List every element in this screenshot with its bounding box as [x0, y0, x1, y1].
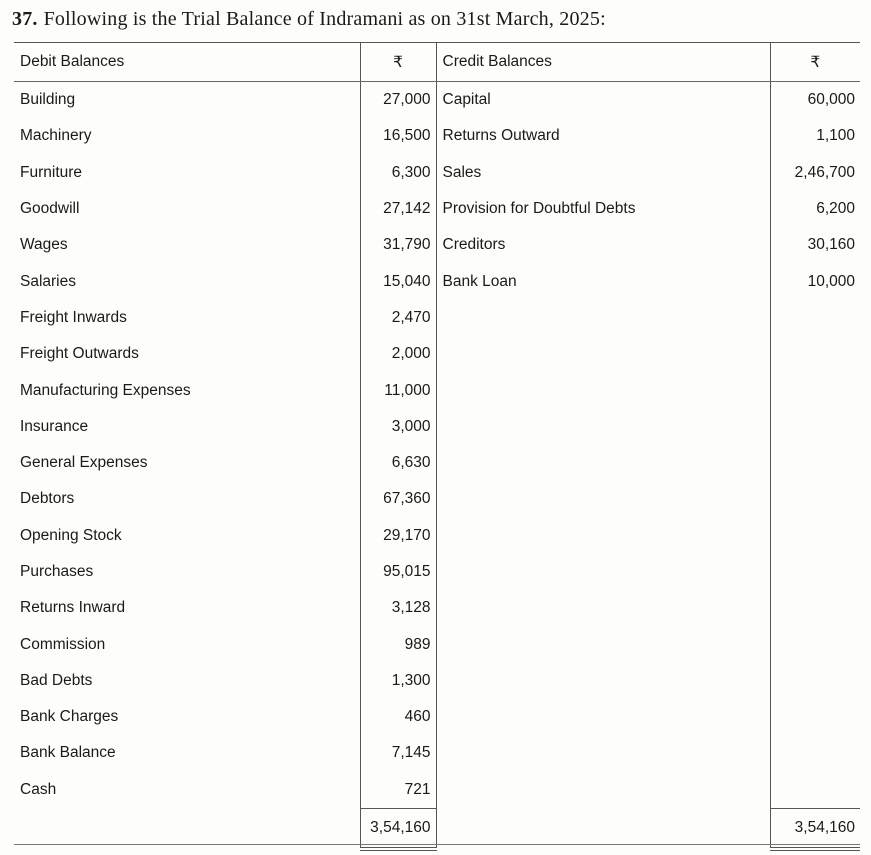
debit-account-label: Returns Inward — [20, 599, 126, 617]
credit-amount — [770, 699, 860, 735]
debit-account-label: Wages — [20, 236, 68, 254]
table-row — [14, 118, 860, 154]
debit-amount: 95,015 — [360, 554, 436, 590]
credit-account-label — [436, 300, 770, 336]
debit-account-label: Manufacturing Expenses — [20, 381, 191, 399]
table-row — [14, 336, 860, 372]
credit-account-label — [436, 336, 770, 372]
table-row — [14, 554, 860, 590]
credit-amount: 2,46,700 — [770, 155, 860, 191]
debit-total: 3,54,160 — [360, 808, 436, 849]
credit-amount: 30,160 — [770, 227, 860, 263]
debit-account-label: Bad Debts — [20, 671, 93, 689]
credit-amount — [770, 300, 860, 336]
credit-account-label: Sales — [436, 155, 770, 191]
table-row — [14, 663, 860, 699]
debit-account-label: Furniture — [20, 163, 83, 181]
table-row — [14, 481, 860, 517]
debit-amount: 2,000 — [360, 336, 436, 372]
table-row — [14, 409, 860, 445]
credit-account-label — [436, 409, 770, 445]
debit-amount: 67,360 — [360, 481, 436, 517]
table-row — [14, 626, 860, 662]
debit-currency-header: ₹ — [360, 43, 436, 82]
debit-amount: 6,630 — [360, 445, 436, 481]
debit-amount: 989 — [360, 626, 436, 662]
debit-account-label: General Expenses — [20, 454, 148, 472]
credit-amount: 10,000 — [770, 263, 860, 299]
question-text: Following is the Trial Balance of Indramani as on 31st March, 2025: — [43, 8, 606, 30]
table-row — [14, 518, 860, 554]
debit-account-label: Commission — [20, 635, 106, 653]
credit-account-label — [436, 772, 770, 809]
credit-amount — [770, 626, 860, 662]
table-row — [14, 772, 860, 809]
debit-amount: 16,500 — [360, 118, 436, 154]
debit-amount: 3,000 — [360, 409, 436, 445]
debit-account-label: Bank Balance — [20, 744, 116, 762]
credit-account-label: Bank Loan — [436, 263, 770, 299]
total-row — [14, 808, 860, 849]
debit-account-label: Debtors — [20, 490, 75, 508]
table-row — [14, 227, 860, 263]
debit-amount: 6,300 — [360, 155, 436, 191]
table-row — [14, 445, 860, 481]
table-row — [14, 155, 860, 191]
credit-amount — [770, 372, 860, 408]
debit-account-label: Salaries — [20, 272, 76, 290]
debit-amount: 27,142 — [360, 191, 436, 227]
credit-account-label — [436, 554, 770, 590]
debit-account-label: Bank Charges — [20, 708, 119, 726]
table-row — [14, 735, 860, 771]
credit-header: Credit Balances — [436, 43, 770, 82]
debit-amount: 7,145 — [360, 735, 436, 771]
credit-amount — [770, 445, 860, 481]
credit-amount — [770, 409, 860, 445]
total-spacer-debit — [14, 808, 360, 849]
credit-account-label — [436, 735, 770, 771]
debit-amount: 721 — [360, 772, 436, 809]
table-row — [14, 82, 860, 119]
trial-balance-body — [14, 82, 860, 849]
debit-account-label: Goodwill — [20, 200, 80, 218]
debit-account-label: Cash — [20, 781, 57, 799]
credit-account-label — [436, 372, 770, 408]
credit-account-label: Returns Outward — [436, 118, 770, 154]
question-heading — [12, 8, 606, 31]
debit-account-label: Opening Stock — [20, 526, 122, 544]
debit-amount: 460 — [360, 699, 436, 735]
credit-amount — [770, 481, 860, 517]
credit-total: 3,54,160 — [770, 808, 860, 849]
credit-account-label — [436, 699, 770, 735]
credit-account-label — [436, 445, 770, 481]
debit-account-label: Purchases — [20, 563, 94, 580]
trial-balance-table — [14, 42, 860, 851]
table-row — [14, 263, 860, 299]
debit-account-label: Insurance — [20, 417, 89, 435]
debit-amount: 29,170 — [360, 518, 436, 554]
credit-amount: 60,000 — [770, 82, 860, 119]
credit-currency-header: ₹ — [770, 43, 860, 82]
debit-amount: 1,300 — [360, 663, 436, 699]
credit-amount — [770, 554, 860, 590]
table-row — [14, 590, 860, 626]
credit-account-label — [436, 518, 770, 554]
debit-account-label: Freight Outwards — [20, 345, 139, 363]
credit-account-label — [436, 481, 770, 517]
credit-account-label — [436, 590, 770, 626]
debit-amount: 27,000 — [360, 82, 436, 119]
table-row — [14, 191, 860, 227]
credit-amount — [770, 518, 860, 554]
header-row — [14, 43, 860, 82]
debit-header: Debit Balances — [14, 43, 360, 82]
credit-account-label: Provision for Doubtful Debts — [436, 191, 770, 227]
credit-account-label — [436, 663, 770, 699]
total-spacer-credit — [436, 808, 770, 849]
credit-account-label: Capital — [436, 82, 770, 119]
debit-amount: 11,000 — [360, 372, 436, 408]
table-row — [14, 300, 860, 336]
credit-amount — [770, 336, 860, 372]
credit-amount — [770, 772, 860, 809]
debit-account-label: Building — [20, 91, 76, 109]
debit-amount: 31,790 — [360, 227, 436, 263]
credit-amount: 1,100 — [770, 118, 860, 154]
debit-amount: 3,128 — [360, 590, 436, 626]
credit-amount — [770, 590, 860, 626]
credit-amount: 6,200 — [770, 191, 860, 227]
bottom-rule — [14, 844, 860, 845]
question-number: 37. — [12, 8, 38, 30]
credit-amount — [770, 663, 860, 699]
table-row — [14, 699, 860, 735]
credit-account-label — [436, 626, 770, 662]
debit-account-label: Freight Inwards — [20, 308, 127, 326]
credit-account-label: Creditors — [436, 227, 770, 263]
credit-amount — [770, 735, 860, 771]
debit-account-label: Machinery — [20, 127, 92, 145]
debit-amount: 2,470 — [360, 300, 436, 336]
table-row — [14, 372, 860, 408]
debit-amount: 15,040 — [360, 263, 436, 299]
